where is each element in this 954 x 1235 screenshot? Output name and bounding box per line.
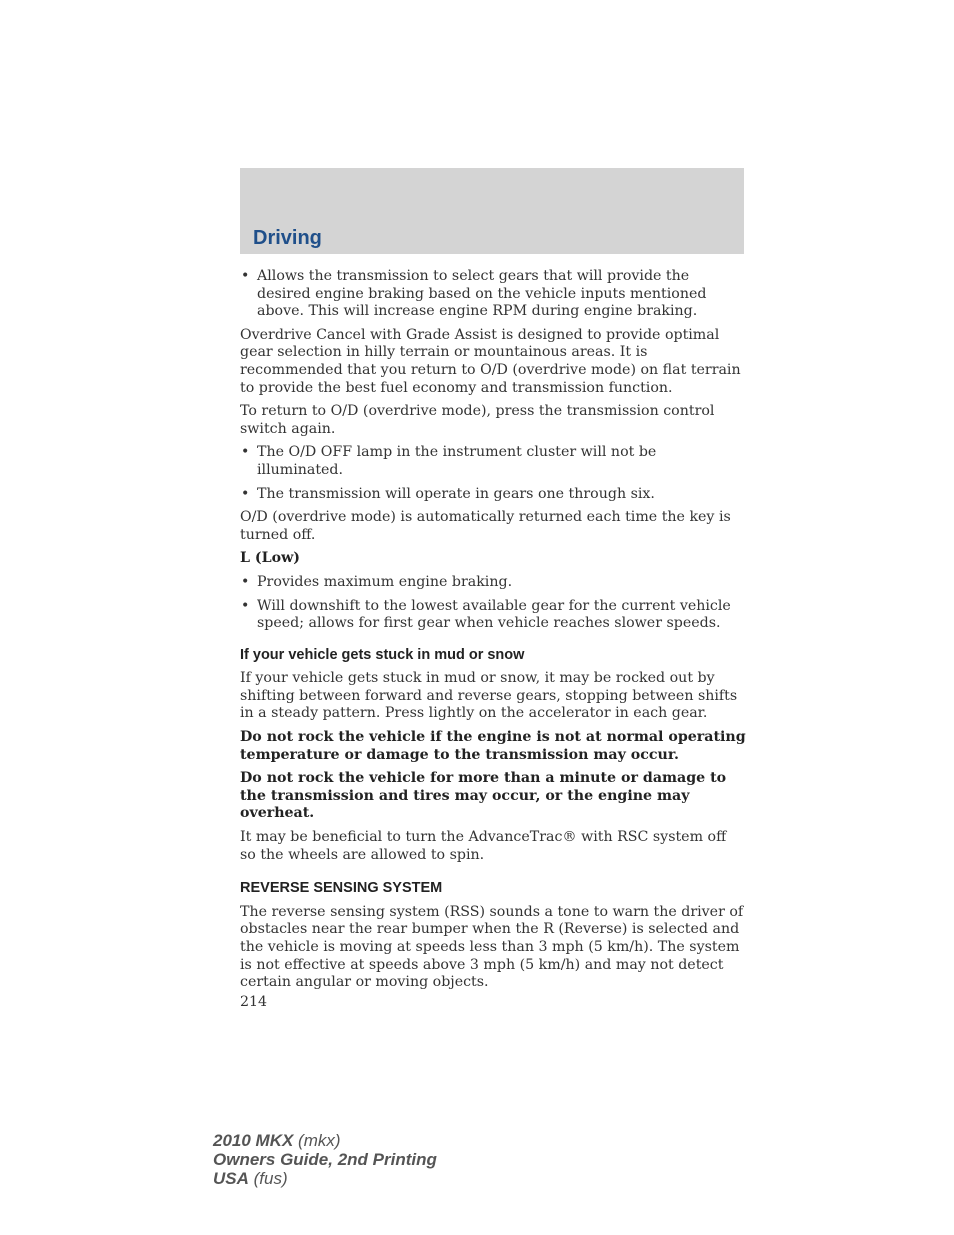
paragraph-od-auto-return: O/D (overdrive mode) is automatically returned each time the key is turned off.	[240, 509, 731, 543]
footer-line-model	[213, 1131, 437, 1150]
warning-rock-duration: Do not rock the vehicle for more than a minute or damage to the transmission and tires may occur, or the engine may overheat.	[240, 770, 727, 822]
bullet-engine-braking-inputs: • Allows the transmission to select gears that will provide the desired engine braking based on the vehicle inputs mentioned above. This will increase engine RPM during engine braking.	[240, 268, 746, 321]
bullet-gears-one-six: • The transmission will operate in gears one through six.	[240, 486, 746, 504]
page-number: 214	[240, 993, 268, 1010]
footer-model-name: 2010 MKX	[213, 1131, 294, 1150]
footer-model-code: (mkx)	[293, 1131, 341, 1150]
page-content	[240, 268, 746, 1017]
subheading-reverse-sensing: REVERSE SENSING SYSTEM	[240, 880, 443, 897]
paragraph-advancetrac: It may be beneficial to turn the AdvanceTrac® with RSC system off so the wheels are allowed to spin.	[240, 829, 727, 863]
bullet-od-off-lamp: • The O/D OFF lamp in the instrument cluster will not be illuminated.	[240, 444, 746, 479]
subheading-stuck-mud-snow: If your vehicle gets stuck in mud or snow	[240, 646, 525, 663]
footer-line-printing: Owners Guide, 2nd Printing	[213, 1150, 437, 1169]
paragraph-grade-assist: Overdrive Cancel with Grade Assist is designed to provide optimal gear selection in hilly terrain or mountainous areas. It is recommended that you return to O/D (overdrive mode) on flat terrain to provide the best fuel economy and transmission function.	[240, 326, 741, 396]
footer-market-code: (fus)	[248, 1169, 288, 1188]
paragraph-rocking-vehicle: If your vehicle gets stuck in mud or snow, it may be rocked out by shifting between forward and reverse gears, stopping between shifts in a steady pattern. Press lightly on the accelerator in each gear.	[240, 670, 738, 722]
section-title: Driving	[253, 227, 322, 249]
footer-line-market	[213, 1169, 437, 1188]
bullet-max-engine-braking: • Provides maximum engine braking.	[240, 574, 746, 592]
low-gear-heading: L (Low)	[240, 550, 300, 567]
paragraph-return-od: To return to O/D (overdrive mode), press the transmission control switch again.	[240, 403, 715, 437]
paragraph-reverse-sensing: The reverse sensing system (RSS) sounds a tone to warn the driver of obstacles near the rear bumper when the R (Reverse) is selected and the vehicle is moving at speeds less than 3 mph (5 km/h). The system is not effective at speeds above 3 mph (5 km/h) and may not detect certain angular or moving objects.	[240, 903, 744, 991]
document-footer	[213, 1131, 437, 1188]
warning-engine-temperature: Do not rock the vehicle if the engine is not at normal operating temperature or damage to the transmission may occur.	[240, 729, 746, 763]
footer-market-name: USA	[213, 1169, 249, 1188]
bullet-downshift: • Will downshift to the lowest available gear for the current vehicle speed; allows for first gear when vehicle reaches slower speeds.	[240, 598, 746, 633]
